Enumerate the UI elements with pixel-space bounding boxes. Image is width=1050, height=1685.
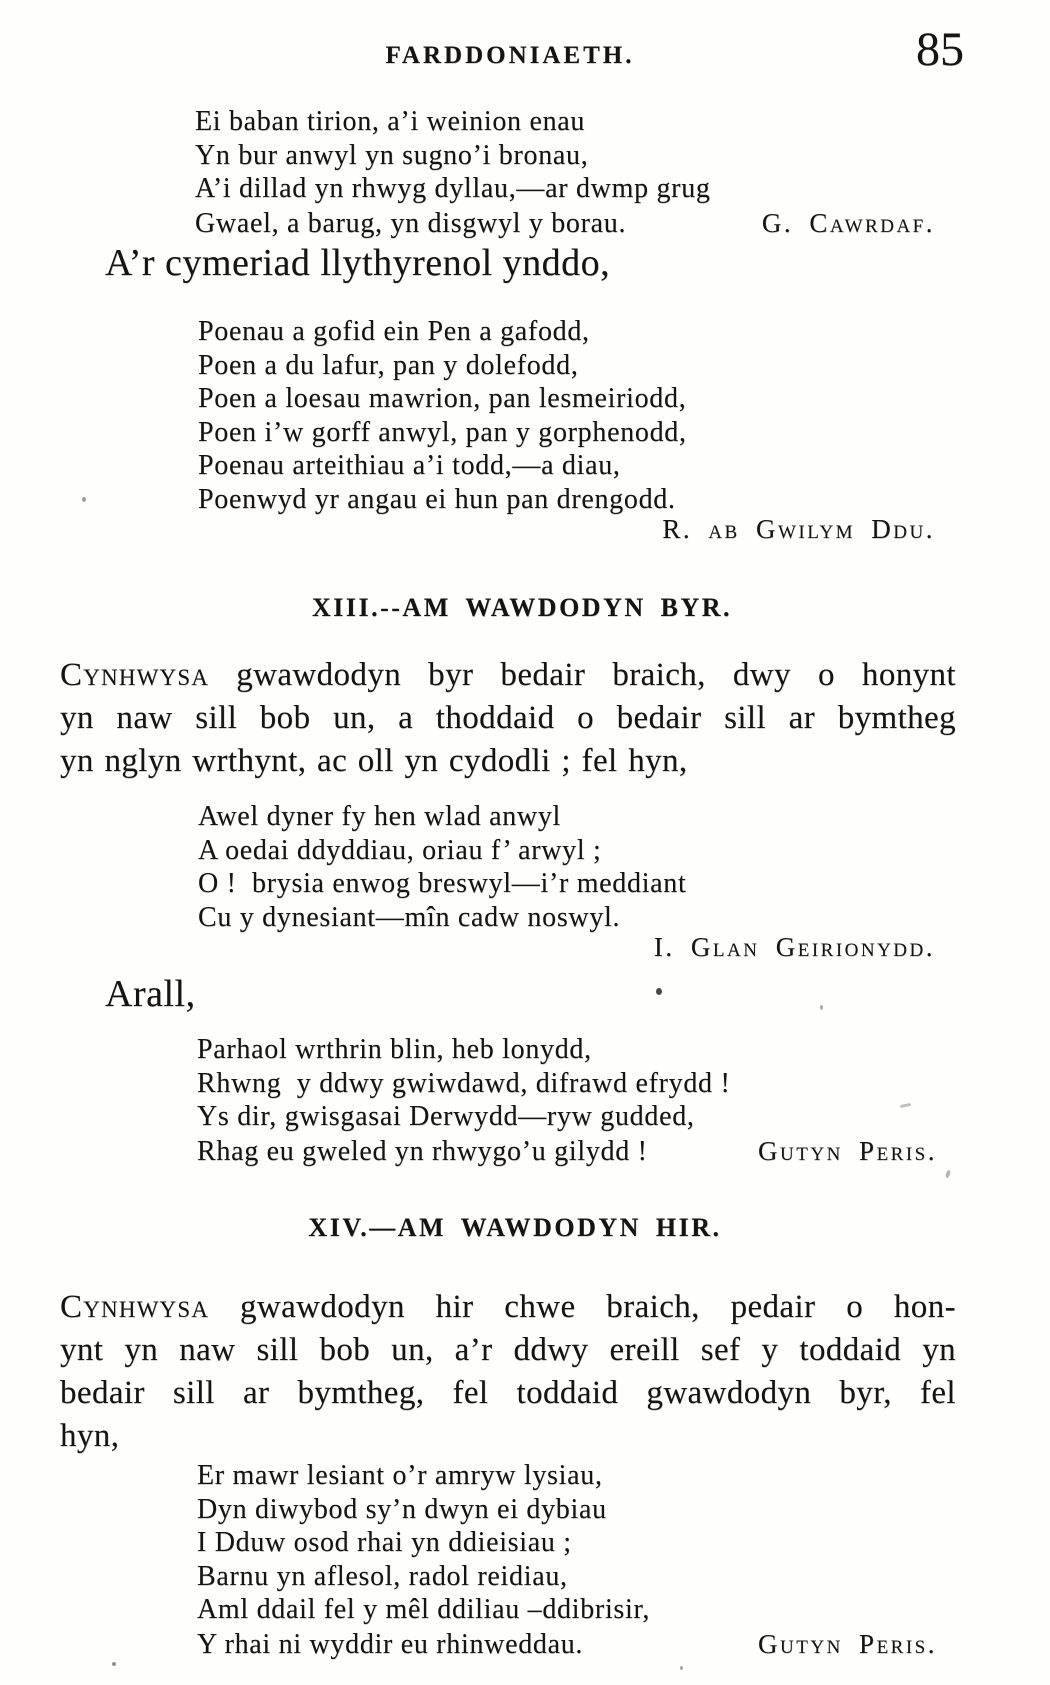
verse-line-text: Rhag eu gweled yn rhwygo’u gilydd ! [197,1135,648,1167]
verse-line-text: Gwael, a barug, yn disgwyl y borau. [195,207,627,239]
author-attribution: I. Glan Geirionydd. [653,932,935,962]
verse-line: O ! brysia enwog breswyl—i’r meddiant [198,868,687,899]
author-attribution: G. Cawrdaf. [761,207,935,238]
lead-in-phrase: Arall, [105,973,196,1015]
verse-line-with-attribution [195,206,935,241]
prose-line [60,654,956,697]
stanza-4 [197,1033,937,1168]
ink-speck [680,1666,683,1670]
section-heading-14: XIV.—AM WAWDODYN HIR. [308,1213,722,1242]
prose-line: yn naw sill bob un, a thoddaid o bedair sill ar bymtheg [60,700,956,736]
ink-speck [82,497,86,502]
ink-speck [820,1005,823,1010]
verse-line: Poenau a gofid ein Pen a gafodd, [198,316,590,347]
stanza-5 [197,1459,937,1661]
ink-speck [945,1170,951,1179]
verse-line: Poenau arteithiau a’i todd,—a diau, [198,450,621,481]
prose-paragraph-13 [60,654,956,783]
prose-line-text: gwawdodyn byr bedair braich, dwy o honynt [209,657,956,693]
ink-speck [656,988,662,995]
prose-line: hyn, [60,1418,120,1454]
verse-line-with-attribution [197,1134,937,1169]
verse-line: A oedai ddyddiau, oriau f’ arwyl ; [198,834,602,866]
verse-line: Poenwyd yr angau ei hun pan drengodd. [198,483,676,515]
author-attribution: Gutyn Peris. [758,1628,937,1659]
prose-paragraph-14 [60,1286,956,1458]
verse-line-with-attribution [197,1627,937,1662]
stanza-2 [198,315,938,516]
verse-line: Dyn diwybod sy’n dwyn ei dybiau [197,1493,607,1525]
stanza-1 [195,105,935,240]
verse-line: Poen a loesau mawrion, pan lesmeiriodd, [198,383,687,414]
prose-line: bedair sill ar bymtheg, fel toddaid gwawdodyn byr, fel [60,1375,956,1411]
section-heading-13: XIII.--AM WAWDODYN BYR. [311,593,733,622]
verse-line: A’i dillad yn rhwyg dyllau,—ar dwmp grug [195,173,711,204]
verse-line: Cu y dynesiant—mîn cadw noswyl. [198,901,621,933]
author-attribution: Gutyn Peris. [758,1135,937,1166]
verse-line: Ei baban tirion, a’i weinion enau [195,106,586,137]
stanza-3 [198,800,938,934]
small-caps-lead-word: Cynhwysa [60,1289,210,1325]
small-caps-lead-word: Cynhwysa [60,657,210,693]
verse-line-text: Y rhai ni wyddir eu rhinweddau. [197,1628,584,1660]
verse-line: Parhaol wrthrin blin, heb lonydd, [197,1034,592,1065]
prose-line: ynt yn naw sill bob un, a’r ddwy ereill sef y toddaid yn [60,1332,956,1368]
prose-line [60,1286,956,1329]
running-title: FARDDONIAETH. [385,42,635,69]
page-number: 85 [916,23,964,76]
verse-line: Awel dyner fy hen wlad anwyl [198,801,562,832]
prose-line-text: gwawdodyn hir chwe braich, pedair o hon- [209,1289,956,1325]
verse-line: Poen a du lafur, pan y dolefodd, [198,349,579,381]
verse-line: Barnu yn aflesol, radol reidiau, [197,1560,568,1592]
verse-line: Aml ddail fel y mêl ddiliau –ddibrisir, [197,1594,651,1625]
ink-speck [112,1662,116,1666]
author-attribution: R. ab Gwilym Ddu. [662,514,935,544]
verse-line: Rhwng y ddwy gwiwdawd, difrawd efrydd ! [197,1067,731,1099]
verse-line: I Dduw osod rhai yn ddieisiau ; [197,1527,572,1558]
verse-line: Er mawr lesiant o’r amryw lysiau, [197,1460,603,1491]
verse-line: Yn bur anwyl yn sugno’i bronau, [195,139,589,171]
verse-line: Poen i’w gorff anwyl, pan y gorphenodd, [198,416,687,448]
lead-in-phrase: A’r cymeriad llythyrenol ynddo, [105,242,611,284]
verse-line: Ys dir, gwisgasai Derwydd—ryw gudded, [197,1101,695,1132]
prose-line: yn nglyn wrthynt, ac oll yn cydodli ; fel hyn, [60,743,688,779]
